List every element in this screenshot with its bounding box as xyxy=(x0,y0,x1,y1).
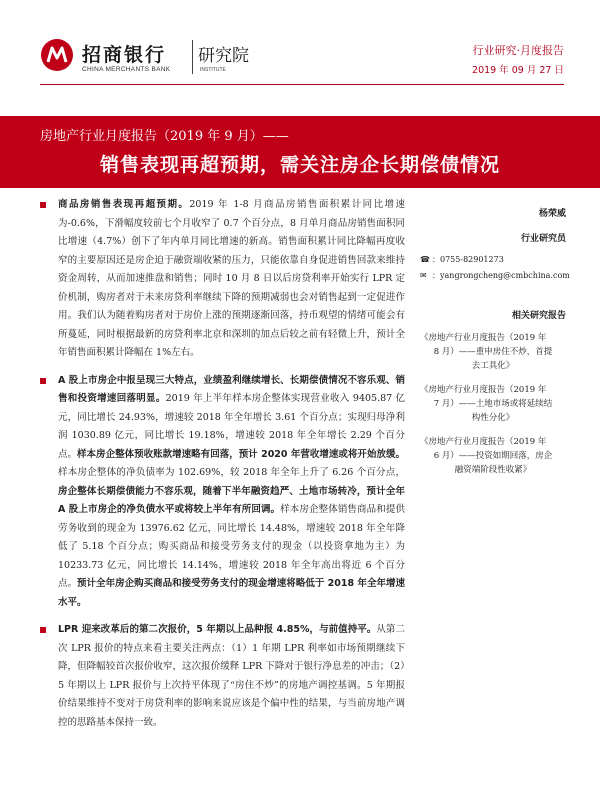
header-rule xyxy=(40,84,564,85)
contact-email: ✉ ：yangrongcheng@cmbchina.com xyxy=(420,268,566,284)
paragraph-lead: LPR 迎来改革后的第二次报价，5 年期以上品种报 4.85%，与前值持平。 xyxy=(58,624,377,635)
paragraph-body: 2019 年上半年样本房企整体实现营业收入 9405.87 亿元，同比增长 24.93%，增速较 2018 年全年增长 3.61 个百分点；实现归母净利润 1030.89 亿元，同比增长 19.18%，增速较 2018 年全年增长 2.29 个百分点。 xyxy=(58,393,405,460)
paragraph-emphasis: 样本房企整体预收账款增速略有回落，预计 2020 年营收增速或将开始放缓。 xyxy=(77,448,405,460)
paragraph-body: 样本房企整体销售商品和提供劳务收到的现金为 13976.62 亿元，同比增长 14.48%，增速较 2018 年全年降低了 5.18 个百分点；购买商品和接受劳务支付的现金（以投资拿地为主）为 10233.73 亿元，同比增长 14.14%，增速较 2018 年全年高出将近 6 个百分点。 xyxy=(58,504,405,589)
paragraph-lpr xyxy=(40,621,405,732)
main-content xyxy=(40,196,405,741)
paragraph-emphasis: 房企整体长期偿债能力不容乐观，随着下半年融资趋严、土地市场转冷，预计全年 A 股上市房企的净负债水平或将较上半年有所回调。 xyxy=(58,485,405,515)
bullet-square-icon xyxy=(40,627,46,633)
institute-name-en: INSTITUTE xyxy=(200,67,226,73)
related-report-line: 构性分化》 xyxy=(471,413,515,423)
phone-number: 0755-82901273 xyxy=(440,255,504,264)
contact-phone: ☎ ：0755-82901273 xyxy=(420,252,566,268)
related-reports-heading: 相关研究报告 xyxy=(511,311,566,321)
report-date: 2019 年 09 月 27 日 xyxy=(472,65,564,76)
banner-subtitle: 房地产行业月度报告（2019 年 9 月）—— xyxy=(40,129,289,144)
institute-name: 研究院 xyxy=(198,46,249,66)
paragraph-lead: A 股上市房企中报呈现三大特点，业绩盈利继续增长、长期偿债情况不容乐观、销售和投资增速回落明显。 xyxy=(58,374,405,404)
paragraph-earnings xyxy=(40,372,405,613)
contact-info xyxy=(420,252,570,284)
paragraph-body: 样本房企整体的净负债率为 102.69%，较 2018 年全年上升了 6.26 个百分点， xyxy=(58,467,405,478)
related-report-item[interactable] xyxy=(420,331,566,373)
related-report-line: 《房地产行业月度报告（2019 年 xyxy=(420,437,547,447)
report-title: 销售表现再超预期，需关注房企长期偿债情况 xyxy=(99,154,500,176)
related-report-line: 8 月）——重申房住不炒，首提 xyxy=(433,347,553,357)
report-type: 行业研究·月度报告 xyxy=(472,44,564,57)
related-report-item[interactable] xyxy=(420,383,566,425)
sidebar xyxy=(420,196,570,477)
brand-name: 招商银行 xyxy=(82,44,167,66)
related-report-line: 《房地产行业月度报告（2019 年 xyxy=(420,385,547,395)
brand-name-en: CHINA MERCHANTS BANK xyxy=(82,66,171,73)
analyst-title: 行业研究员 xyxy=(520,234,566,244)
paragraph-sales xyxy=(40,196,405,363)
paragraph-body: 2019 年 1-8 月商品房销售面积累计同比增速为-0.6%，下滑幅度较前七个月收窄了 0.7 个百分点，8 月单月商品房销售面积同比增速（4.7%）创下了年内单月同比增速的新高。销售面积累计同比降幅再度收窄的主要原因还是房企迫于融资端收紧的压力，只能依靠自身促进销售回款来维持资金周转，从而加速推盘和销售；同时 10 月 8 日以后房贷利率开始实行 LPR 定价机制，购房者对于未来房贷利率继续下降的预期减弱也会对销售起到一定促进作用。我们认为随着购房者对于房价上涨的预期逐渐回落，持币观望的情绪可能会有所蔓延，同时根据最新的房贷利率北京和深圳的加点后较之前有轻微上升，预计全年销售面积累计降幅在 1%左右。 xyxy=(58,199,405,358)
bullet-square-icon xyxy=(40,202,46,208)
analyst-name: 杨荣威 xyxy=(538,209,566,219)
bullet-square-icon xyxy=(40,378,46,384)
brand-divider xyxy=(192,40,193,74)
related-report-line: 《房地产行业月度报告（2019 年 xyxy=(420,333,547,343)
related-report-line: 融资端阶段性收紧》 xyxy=(454,465,532,475)
related-report-item[interactable] xyxy=(420,435,566,477)
paragraph-emphasis: 预计全年房企购买商品和接受劳务支付的现金增速将略低于 2018 年全年增速水平。 xyxy=(58,578,405,608)
report-header xyxy=(0,0,600,118)
paragraph-lead: 商品房销售表现再超预期。 xyxy=(58,199,190,210)
email-icon: ✉ xyxy=(420,271,427,280)
email-address[interactable]: yangrongcheng@cmbchina.com xyxy=(440,271,570,280)
paragraph-body: 从第二次 LPR 报价的特点来看主要关注两点：（1）1 年期 LPR 利率如市场预期继续下降，但降幅较首次报价收窄，这次报价缓释 LPR 下降对于银行净息差的冲击；（2）5 年期以上 LPR 报价与上次持平体现了“房住不炒”的房地产调控基调。5 年期报价结果维持不变对于房贷利率的影响来说应该是个偏中性的结果，与当前房地产调控的思路基本保持一致。 xyxy=(58,624,405,728)
related-report-line: 去工具化》 xyxy=(471,361,515,371)
related-report-line: 6 月）——投资如期回落，房企 xyxy=(433,451,553,461)
cmb-logo-icon xyxy=(40,38,74,72)
title-banner xyxy=(0,116,600,188)
related-report-line: 7 月）——土地市场或将延续结 xyxy=(433,399,553,409)
phone-icon: ☎ xyxy=(420,255,430,264)
